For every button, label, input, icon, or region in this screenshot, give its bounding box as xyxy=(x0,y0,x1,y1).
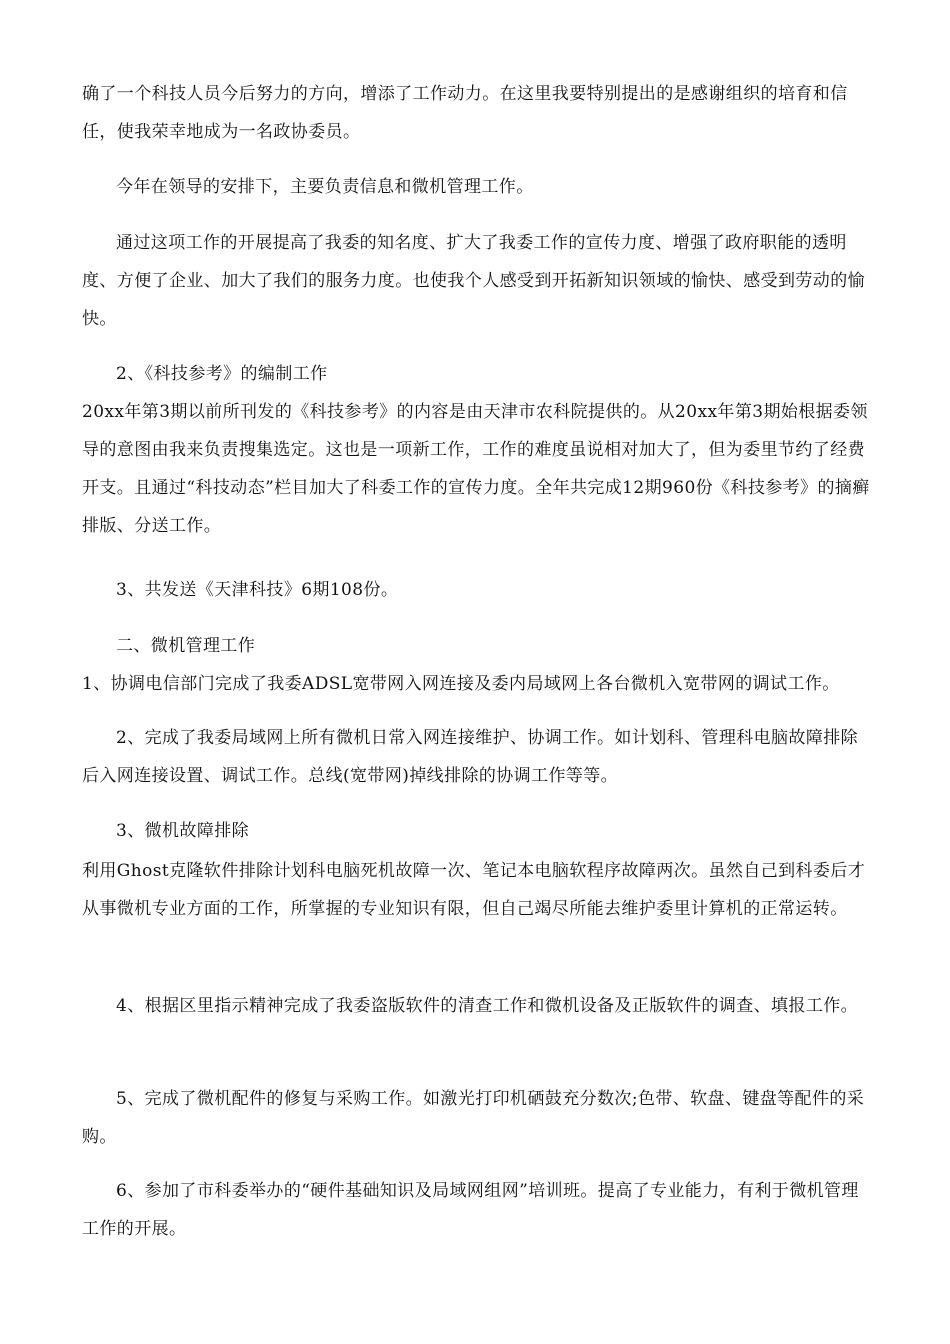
paragraph: 20xx年第3期以前所刊发的《科技参考》的内容是由天津市农科院提供的。从20xx年第3期始根据委领导的意图由我来负责搜集选定。这也是一项新工作，工作的难度虽说相对加大了，但为委里节约了经费开支。且通过“科技动态”栏目加大了科委工作的宣传力度。全年共完成12期960份《科技参考》的摘癣排版、分送工作。 xyxy=(82,402,870,536)
paragraph: 确了一个科技人员今后努力的方向，增添了工作动力。在这里我要特别提出的是感谢组织的培育和信任，使我荣幸地成为一名政协委员。 xyxy=(82,84,848,142)
section-heading: 二、微机管理工作 xyxy=(116,636,256,656)
section-heading: 3、微机故障排除 xyxy=(116,821,250,841)
paragraph: 利用Ghost克隆软件排除计划科电脑死机故障一次、笔记本电脑软程序故障两次。虽然自己到科委后才从事微机专业方面的工作，所掌握的专业知识有限，但自己竭尽所能去维护委里计算机的正常运转。 xyxy=(82,861,866,919)
paragraph: 4、根据区里指示精神完成了我委盗版软件的清查工作和微机设备及正版软件的调查、填报工作。 xyxy=(116,996,859,1016)
paragraph: 6、参加了市科委举办的“硬件基础知识及局域网组网”培训班。提高了专业能力，有利于微机管理工作的开展。 xyxy=(82,1181,859,1239)
paragraph: 5、完成了微机配件的修复与采购工作。如激光打印机硒鼓充分数次;色带、软盘、键盘等配件的采购。 xyxy=(82,1089,865,1147)
section-heading: 2、《科技参考》的编制工作 xyxy=(116,364,328,384)
paragraph: 2、完成了我委局域网上所有微机日常入网连接维护、协调工作。如计划科、管理科电脑故障排除后入网连接设置、调试工作。总线(宽带网)掉线排除的协调工作等等。 xyxy=(82,728,859,786)
paragraph: 今年在领导的安排下，主要负责信息和微机管理工作。 xyxy=(116,177,534,197)
paragraph: 通过这项工作的开展提高了我委的知名度、扩大了我委工作的宣传力度、增强了政府职能的透明度、方便了企业、加大了我们的服务力度。也使我个人感受到开拓新知识领域的愉快、感受到劳动的愉快。 xyxy=(82,233,865,329)
paragraph: 1、协调电信部门完成了我委ADSL宽带网入网连接及委内局域网上各台微机入宽带网的调试工作。 xyxy=(82,674,840,694)
paragraph: 3、共发送《天津科技》6期108份。 xyxy=(116,580,399,600)
